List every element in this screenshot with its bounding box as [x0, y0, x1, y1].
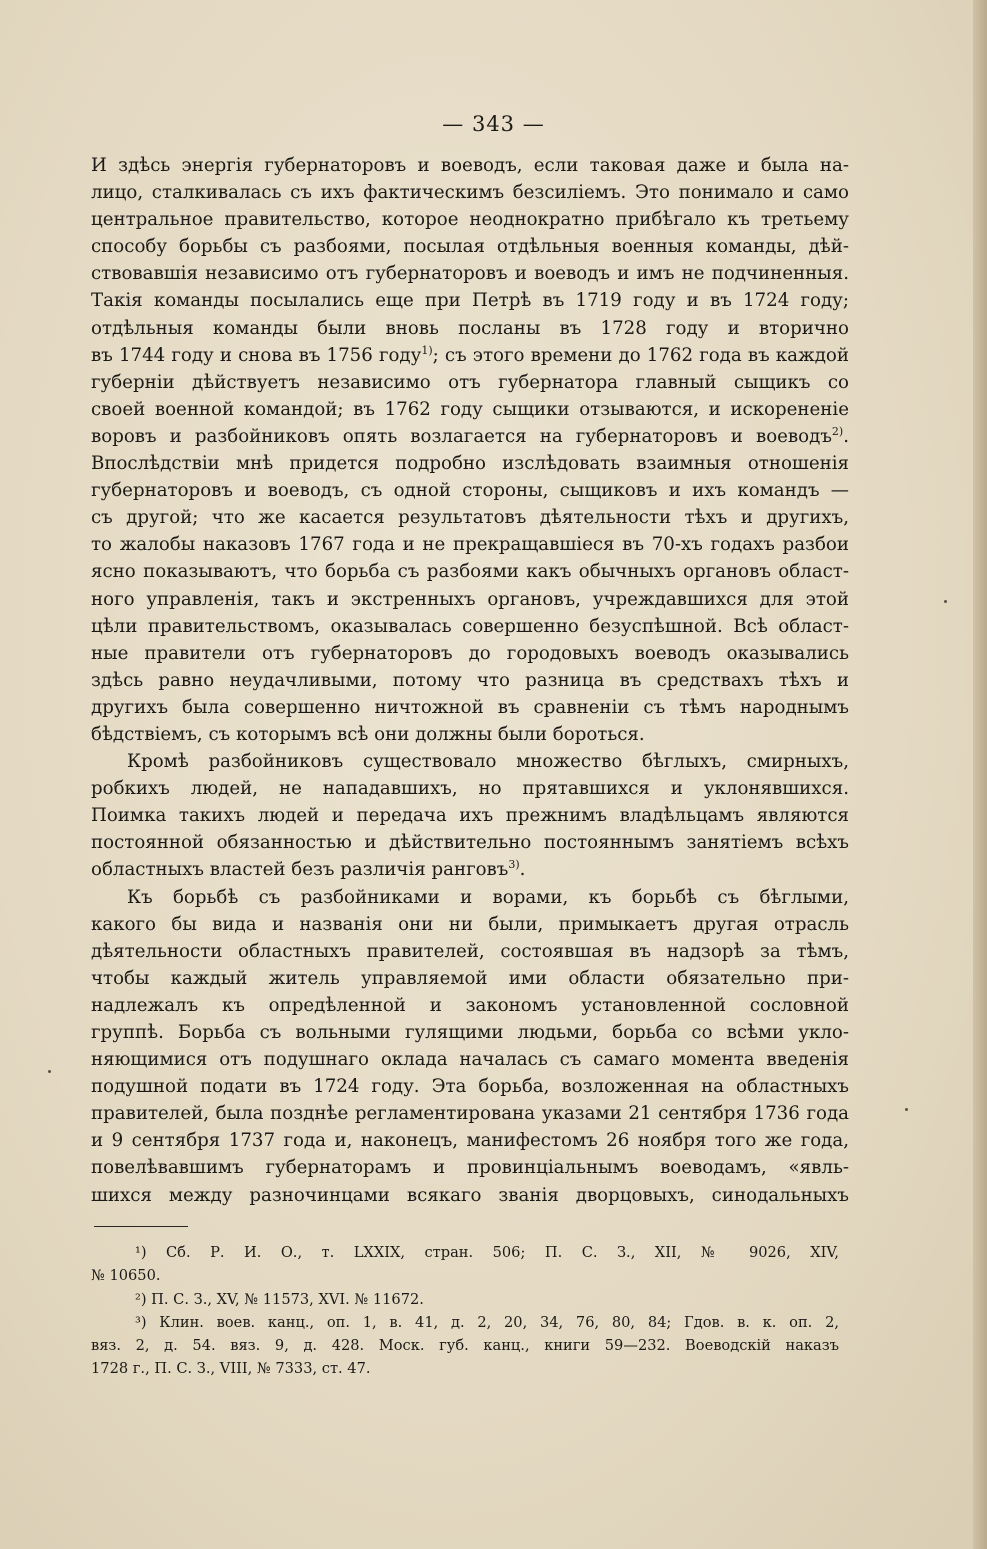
- text-line: [91, 315, 849, 342]
- text-line: [91, 721, 849, 748]
- text-line-main: цѣли правительствомъ, оказывалась совершенно безуспѣшной. Всѣ област-: [91, 615, 849, 637]
- footnote-marker: 2): [831, 424, 844, 438]
- text-line: [91, 802, 849, 829]
- text-line-main: лицо, сталкивалась съ ихъ фактическимъ безсиліемъ. Это понимало и само: [91, 182, 849, 204]
- text-line-main: ствовавшія независимо отъ губернаторовъ и воеводъ и имъ не подчиненныя.: [91, 263, 849, 285]
- text-line-main: Кромѣ разбойниковъ существовало множество бѣглыхъ, смирныхъ,: [127, 751, 849, 773]
- text-line: [91, 1019, 849, 1046]
- text-line-main: здѣсь равно неудачливыми, потому что разница въ средствахъ тѣхъ и: [91, 669, 849, 691]
- text-line-main: областныхъ властей безъ различія ранговъ: [91, 859, 509, 881]
- text-line: [91, 748, 849, 775]
- text-line: [91, 423, 849, 450]
- text-line: [91, 531, 849, 558]
- footnote-line: ¹) Сб. Р. И. О., т. LXXIX, стран. 506; П. С. З., XII, № 9026, XIV,: [135, 1244, 839, 1261]
- text-line: [91, 558, 849, 585]
- text-line: [91, 1046, 849, 1073]
- text-line: [91, 613, 849, 640]
- text-line-main: ного управленія, такъ и экстренныхъ органовъ, учреждавшихся для этой: [91, 588, 849, 610]
- footnote-line: вяз. 2, д. 54. вяз. 9, д. 428. Моск. губ. канц., книги 59—232. Воеводскій наказъ: [91, 1337, 839, 1355]
- text-line-main: Поимка такихъ людей и передача ихъ прежнимъ владѣльцамъ являются: [91, 805, 849, 827]
- text-line-main: Впослѣдствіи мнѣ придется подробно изслѣдовать взаимныя отношенія: [91, 453, 849, 475]
- text-line-main: няющимися отъ подушнаго оклада началась съ самаго момента введенія: [91, 1049, 849, 1071]
- text-line: [91, 586, 849, 613]
- text-line: [91, 287, 849, 314]
- text-line: [91, 179, 849, 206]
- text-line-main: отдѣльныя команды были вновь посланы въ 1728 году и вторично: [91, 317, 849, 339]
- text-line: [91, 369, 849, 396]
- text-line-main: шихся между разночинцами всякаго званія дворцовыхъ, синодальныхъ: [91, 1184, 849, 1206]
- text-line: [91, 450, 849, 477]
- text-line: [91, 396, 849, 423]
- text-line-main: правителей, была позднѣе регламентирована указами 21 сентября 1736 года: [91, 1103, 849, 1125]
- page-edge-shadow: [973, 0, 987, 1549]
- text-line-tail: .: [843, 425, 849, 447]
- footnote-marker: 1): [421, 343, 433, 357]
- text-line: [91, 477, 849, 504]
- footnote-line: ²) П. С. З., XV, № 11573, XVI. № 11672.: [135, 1290, 424, 1308]
- footnote-line: ³) Клин. воев. канц., оп. 1, в. 41, д. 2, 20, 34, 76, 80, 84; Гдов. в. к. оп. 2,: [135, 1313, 839, 1331]
- text-line: [91, 504, 849, 531]
- text-line-main: ясно показываютъ, что борьба съ разбоями какъ обычныхъ органовъ област-: [91, 561, 849, 583]
- text-line-main: дѣятельности областныхъ правителей, состоявшая въ надзорѣ за тѣмъ,: [91, 940, 849, 962]
- text-line-main: другихъ была совершенно ничтожной въ сравненіи съ тѣмъ народнымъ: [91, 696, 849, 718]
- text-line: [91, 775, 849, 802]
- text-line: [91, 233, 849, 260]
- text-line-main: губерніи дѣйствуетъ независимо отъ губернатора главный сыщикъ со: [91, 371, 849, 393]
- text-line-main: способу борьбы съ разбоями, посылая отдѣльныя военныя команды, дѣй-: [91, 236, 849, 258]
- text-line: [91, 856, 849, 883]
- text-line-main: какого бы вида и названія они ни были, примыкаетъ другая отрасль: [91, 913, 849, 935]
- text-line-main: и 9 сентября 1737 года и, наконецъ, манифестомъ 26 ноября того же года,: [91, 1130, 849, 1152]
- text-line-main: съ другой; что же касается результатовъ дѣятельности тѣхъ и другихъ,: [91, 507, 849, 529]
- text-line: [91, 1182, 849, 1209]
- text-line: [91, 667, 849, 694]
- text-line: [91, 884, 849, 911]
- text-line-main: ные правители отъ губернаторовъ до городовыхъ воеводъ оказывались: [91, 642, 849, 664]
- footnotes: [91, 1241, 839, 1381]
- text-line: [91, 829, 849, 856]
- text-line-main: въ 1744 году и снова въ 1756 году: [91, 344, 422, 366]
- text-line: [91, 938, 849, 965]
- text-line-main: бѣдствіемъ, съ которымъ всѣ они должны были бороться.: [91, 723, 645, 745]
- footnote-separator: [94, 1226, 188, 1227]
- paper-speck: [944, 600, 947, 603]
- paper-speck: [48, 1070, 51, 1073]
- text-line-tail: ; съ этого времени до 1762 года въ каждой: [432, 344, 849, 366]
- text-line-main: постоянной обязанностью и дѣйствительно постояннымъ занятіемъ всѣхъ: [91, 832, 849, 854]
- text-line-main: губернаторовъ и воеводъ, съ одной стороны, сыщиковъ и ихъ командъ —: [91, 480, 849, 502]
- text-line: [91, 342, 849, 369]
- page-number: — 343 —: [442, 112, 545, 136]
- text-line-main: робкихъ людей, не нападавшихъ, но прятавшихся и уклонявшихся.: [91, 778, 849, 800]
- text-line-main: группѣ. Борьба съ вольными гулящими людьми, борьба со всѣми укло-: [91, 1022, 849, 1043]
- text-line: [91, 1073, 849, 1100]
- text-line: [91, 640, 849, 667]
- text-line-main: надлежалъ къ опредѣленной и закономъ установленной сословной: [91, 994, 849, 1016]
- text-line: [91, 1154, 849, 1181]
- text-line-main: центральное правительство, которое неоднократно прибѣгало къ третьему: [91, 209, 849, 231]
- text-line-main: то жалобы наказовъ 1767 года и не прекращавшіеся въ 70-хъ годахъ разбои: [91, 534, 849, 556]
- text-line-main: И здѣсь энергія губернаторовъ и воеводъ, если таковая даже и была на-: [91, 155, 849, 176]
- body-text: [91, 152, 849, 1209]
- paper-speck: [905, 1108, 908, 1111]
- text-line: [91, 992, 849, 1019]
- text-line-main: воровъ и разбойниковъ опять возлагается на губернаторовъ и воеводъ: [91, 425, 832, 447]
- text-line: [91, 206, 849, 233]
- text-line-main: повелѣвавшимъ губернаторамъ и провинціальнымъ воеводамъ, «явль-: [91, 1157, 849, 1179]
- text-line: [91, 965, 849, 992]
- text-line: [91, 1127, 849, 1154]
- text-line: [91, 260, 849, 287]
- text-line-main: своей военной командой; въ 1762 году сыщики отзываются, и искорененіе: [91, 398, 849, 420]
- text-line: [91, 911, 849, 938]
- footnote-line: № 10650.: [91, 1267, 161, 1285]
- text-line: [91, 152, 849, 179]
- footnote-marker: 3): [508, 858, 520, 872]
- text-line: [91, 1100, 849, 1127]
- text-line-main: чтобы каждый житель управляемой ими области обязательно при-: [91, 967, 849, 989]
- text-line-main: Такія команды посылались еще при Петрѣ въ 1719 году и въ 1724 году;: [91, 290, 849, 312]
- text-line-tail: .: [519, 859, 526, 881]
- footnote-line: 1728 г., П. С. З., VIII, № 7333, ст. 47.: [91, 1360, 371, 1378]
- text-line-main: подушной подати въ 1724 году. Эта борьба, возложенная на областныхъ: [91, 1076, 849, 1098]
- text-line-main: Къ борьбѣ съ разбойниками и ворами, къ борьбѣ съ бѣглыми,: [127, 886, 849, 908]
- text-line: [91, 694, 849, 721]
